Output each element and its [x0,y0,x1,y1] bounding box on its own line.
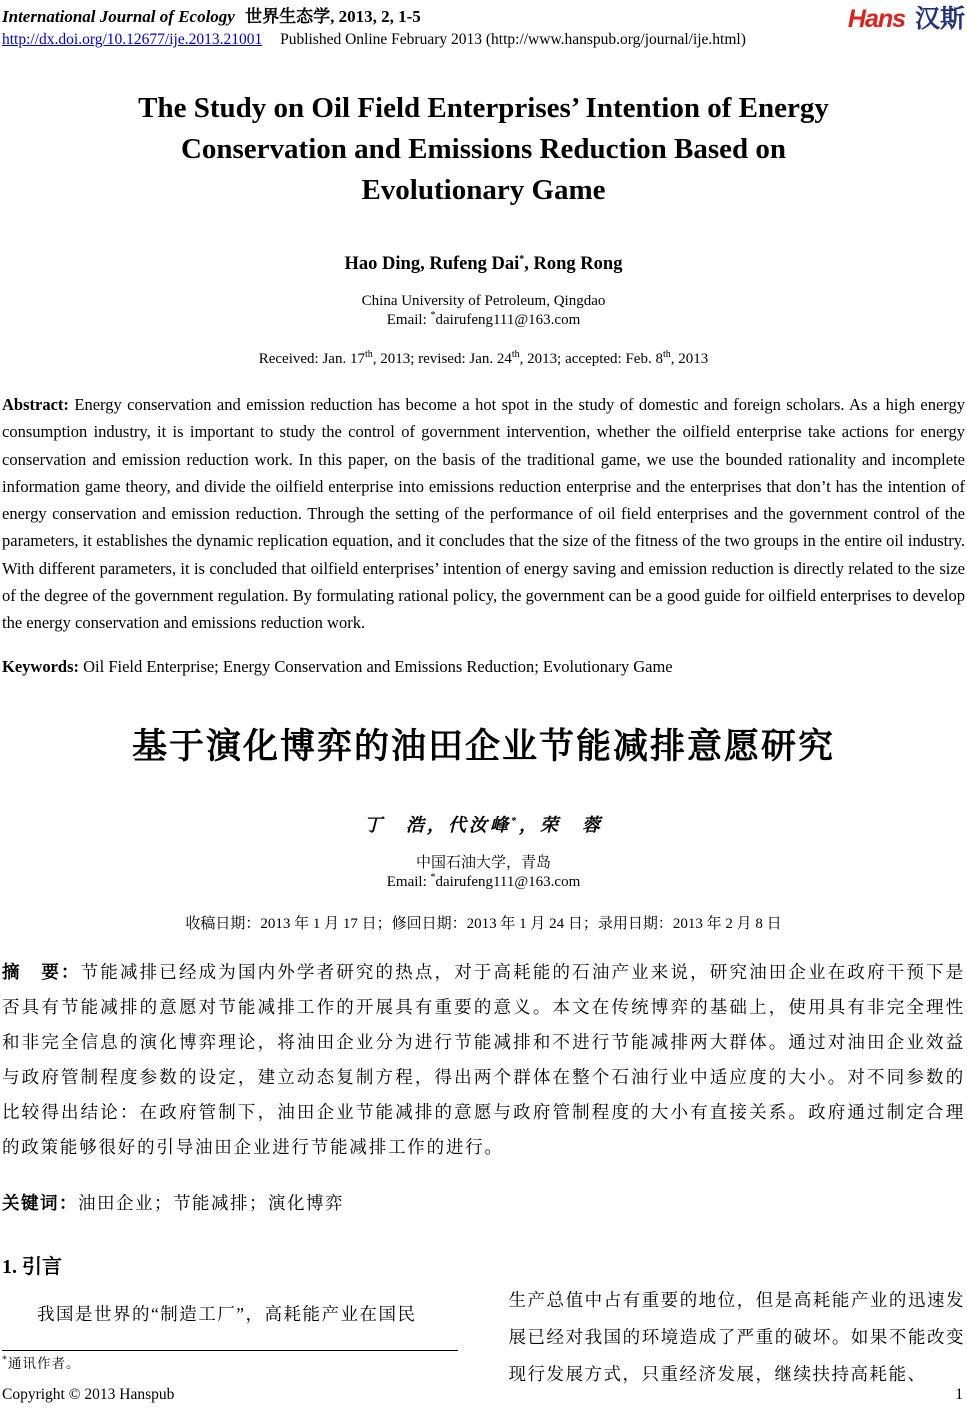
page-footer [2,1385,963,1405]
email-asterisk-en: * [430,310,436,321]
authors-en-text: Hao Ding, Rufeng Dai [344,254,520,274]
affiliation-en: China University of Petroleum, Qingdao [361,293,606,309]
keywords-text-en: Oil Field Enterprise; Energy Conservation and Emissions Reduction; Evolutionary Game [79,656,673,676]
keywords-cn [2,1191,965,1215]
hans-logo [848,6,965,32]
section-1-heading: 1. 引言 [2,1255,62,1278]
footnote-asterisk: * [2,1354,8,1366]
email-line-en [2,311,965,330]
intro-paragraph-right: 生产总值中占有重要的地位，但是高耗能产业的迅速发展已经对我国的环境造成了严重的破坏。如果不能改变现行发展方式，只重经济发展，继续扶持高耗能、 [508,1290,965,1385]
footnote-text: 通讯作者。 [8,1356,81,1372]
authors-cn [2,814,965,837]
doi-line [2,30,965,50]
paper-title-line-3: Evolutionary Game [361,174,606,206]
authors-cn-text-2: ，荣 蓉 [519,814,603,835]
journal-line [2,6,965,27]
intro-paragraph-left: 我国是世界的“制造工厂”，高耗能产业在国民 [37,1303,417,1324]
email-line-cn [2,873,965,892]
journal-title: International Journal of Ecology [2,7,235,26]
hans-logo-cn: 汉斯 [914,5,965,33]
email-address-en: dairufeng111@163.com [435,312,581,328]
page-header [2,6,965,50]
abstract-text-en: Energy conservation and emission reduction has become a hot spot in the study of domestic and foreign scholars. As a high energy consumption industry, it is important to study the control of government intervention, whether the oilfield enterprise take actions for energy conservation and emission reduction work. In this paper, on the basis of the traditional game, we use the bounded rationality and incomplete information game theory, and divide the oilfield enterprise into emissions reduction enterprise and the enterprises that don’t has the intention of energy conservation and emission reduction. Through the setting of the performance of oil field enterprises and the government control of the parameters, it establishes the dynamic replication equation, and it concludes that the size of the fitness of the two groups in the entire oil industry. With different parameters, it is concluded that oilfield enterprises’ intention of energy saving and emission reduction is directly related to the size of the degree of the government regulation. By formulating rational policy, the government can be a good guide for oilfield enterprises to develop the energy conservation and emissions reduction work. [2,395,965,633]
received-dates-en [2,350,965,369]
authors-en-asterisk: * [519,253,525,265]
abstract-label-en: Abstract: [2,395,69,414]
received-sup-3: th [662,349,671,360]
copyright-text: Copyright © 2013 Hanspub [2,1386,175,1403]
keywords-label-en: Keywords: [2,656,79,676]
received-seg-3: , 2013; accepted: Feb. 8 [519,351,663,367]
paper-title-line-1: The Study on Oil Field Enterprises’ Intention of Energy [138,92,829,124]
published-online-text: Published Online February 2013 (http://www.hanspub.org/journal/ije.html) [280,31,746,48]
abstract-label-cn: 摘 要： [2,961,81,982]
journal-issue-info: 世界生态学, 2013, 2, 1-5 [245,7,421,26]
keywords-label-cn: 关键词： [2,1192,78,1213]
hans-logo-latin: Hans [847,5,906,33]
email-label-cn: Email: [386,873,431,890]
keywords-text-cn: 油田企业；节能减排；演化博弈 [78,1192,344,1213]
email-label-en: Email: [386,312,431,328]
footnote-divider [2,1350,458,1351]
received-seg-2: , 2013; revised: Jan. 24 [372,351,512,367]
dates-cn: 收稿日期：2013 年 1 月 17 日；修回日期：2013 年 1 月 24 日；录用日期：2013 年 2 月 8 日 [185,915,782,932]
authors-cn-text: 丁 浩，代汝峰 [364,814,511,835]
doi-link[interactable]: http://dx.doi.org/10.12677/ije.2013.21001 [2,31,263,48]
corresponding-author-footnote [2,1355,459,1373]
email-address-cn: dairufeng111@163.com [435,873,581,890]
page-number: 1 [955,1386,963,1403]
email-asterisk-cn: * [430,871,436,883]
authors-en-text-2: , Rong Rong [524,254,623,274]
abstract-cn [2,955,965,1165]
paper-title-en [2,88,965,211]
received-seg-4: , 2013 [670,351,709,367]
abstract-text-cn: 节能减排已经成为国内外学者研究的热点，对于高耗能的石油产业来说，研究油田企业在政府干预下是否具有节能减排的意愿对节能减排工作的开展具有重要的意义。本文在传统博弈的基础上，使用具有非完全理性和非完全信息的演化博弈理论，将油田企业分为进行节能减排和不进行节能减排两大群体。通过对油田企业效益与政府管制程度参数的设定，建立动态复制方程，得出两个群体在整个石油行业中适应度的大小。对不同参数的比较得出结论：在政府管制下，油田企业节能减排的意愿与政府管制程度的大小有直接关系。政府通过制定合理的政策能够很好的引导油田企业进行节能减排工作的进行。 [2,961,966,1157]
received-seg-1: Received: Jan. 17 [258,351,365,367]
authors-en [2,253,965,276]
keywords-en [2,656,965,678]
paper-title-cn: 基于演化博弈的油田企业节能减排意愿研究 [131,726,835,766]
affiliation-block-en [2,292,965,330]
affiliation-cn: 中国石油大学，青岛 [415,854,551,871]
received-sup-2: th [511,349,520,360]
paper-title-line-2: Conservation and Emissions Reduction Based on [180,133,787,165]
affiliation-block-cn [2,854,965,892]
abstract-en [2,391,965,637]
received-sup-1: th [364,349,373,360]
authors-cn-asterisk: * [511,815,519,827]
